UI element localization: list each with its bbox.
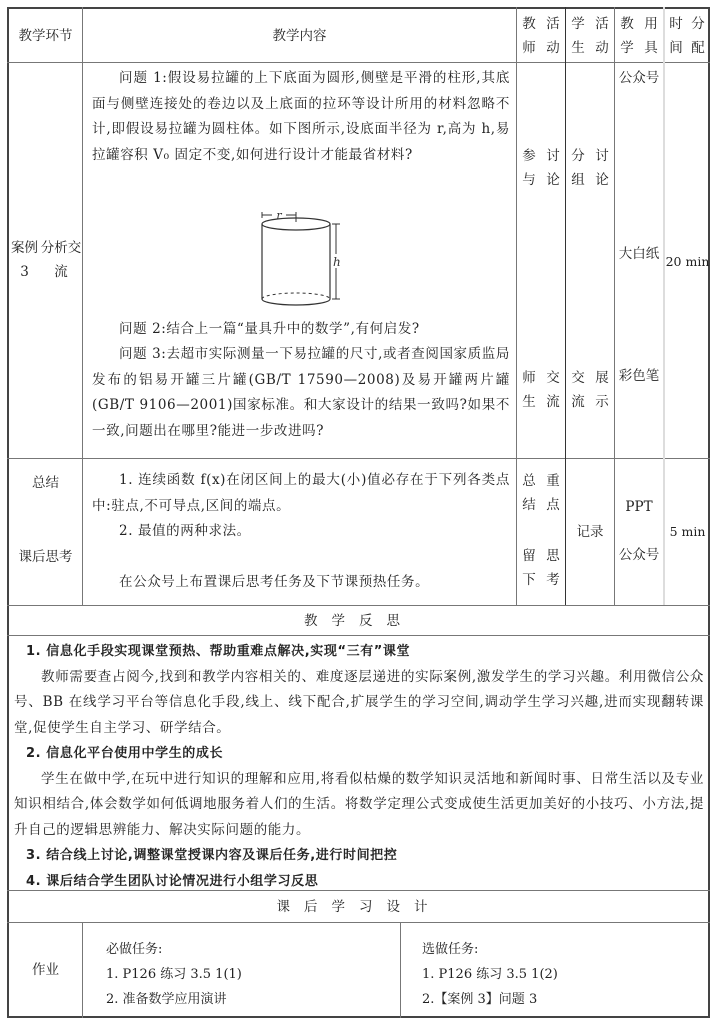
cylinder-bottom-hidden — [262, 293, 330, 299]
cell-text: 分组 — [571, 148, 585, 188]
case-stage — [9, 232, 82, 288]
question-2: 问题 2:结合上一篇“量具升中的数学”,有何启发? — [119, 321, 420, 337]
header-text: 教学 — [620, 15, 634, 56]
case-stage-line: 分析交流 — [40, 240, 82, 280]
summary-student-activity: 记录 — [576, 524, 604, 540]
cell-text: 总结 — [522, 473, 536, 513]
case-stage-line: 案例 3 — [11, 240, 38, 280]
header-text: 用具 — [644, 15, 658, 56]
optional-tasks — [422, 937, 702, 1012]
reflection-heading-4: 4. 课后结合学生团队讨论情况进行小组学习反思 — [26, 873, 319, 889]
header-text: 教师 — [522, 15, 536, 56]
case-tool-3: 彩色笔 — [618, 368, 660, 384]
summary-item-2: 2. 最值的两种求法。 — [119, 523, 251, 539]
summary-item-3: 在公众号上布置课后思考任务及下节课预热任务。 — [119, 574, 430, 590]
question-1: 问题 1:假设易拉罐的上下底面为圆形,侧壁是平滑的柱形,其底面与侧壁连接处的卷边以及上底面的拉环等设计所用的材料忽略不计,即假设易拉罐为圆柱体。如下图所示,设底面半径为 r,高为 h,易拉罐容积 V₀ 固定不变,如何进行设计才能最省材料? — [92, 70, 510, 163]
row-divider — [7, 458, 710, 459]
case-teacher-activity-1 — [517, 140, 565, 196]
case-time: 20 min — [665, 254, 710, 269]
cell-text: 参与 — [522, 148, 536, 188]
header-tools — [615, 9, 663, 62]
cylinder-bottom — [262, 299, 330, 305]
row-divider — [7, 62, 710, 63]
height-label: h — [333, 255, 341, 269]
cell-text: 讨论 — [595, 148, 609, 188]
col-divider — [82, 922, 83, 1018]
case-tool-2: 大白纸 — [618, 246, 660, 262]
summary-teacher-activity-1 — [517, 468, 565, 518]
required-tasks — [106, 937, 396, 1012]
cell-text: 重点 — [546, 473, 560, 513]
required-task-item: 2. 准备数学应用演讲 — [106, 992, 227, 1007]
cell-text: 交流 — [546, 370, 560, 410]
cylinder-figure — [252, 208, 342, 308]
header-content: 教学内容 — [272, 27, 327, 44]
header-text: 时间 — [669, 15, 683, 56]
col-divider — [82, 7, 83, 605]
header-teacher-activity — [517, 9, 565, 62]
header-stage: 教学环节 — [18, 27, 73, 44]
case-student-activity-2 — [566, 362, 614, 418]
row-divider — [7, 635, 710, 636]
case-teacher-activity-2 — [517, 362, 565, 418]
reflection-body — [14, 639, 704, 894]
header-text: 分配 — [691, 15, 705, 56]
col-divider — [565, 7, 566, 605]
reflection-paragraph-1: 教师需要查占阅今,找到和教学内容相关的、难度逐层递进的实际案例,激发学生的学习兴趣。利用微信公众号、BB 在线学习平台等信息化手段,线上、线下配合,扩展学生的学习空间,调动学生学习兴趣,进而实现翻转课堂,促使学生自主学习、研学结合。 — [14, 668, 704, 736]
required-tasks-title: 必做任务: — [106, 942, 163, 957]
cell-text: 交流 — [571, 370, 585, 410]
col-divider — [663, 7, 665, 605]
header-text: 活动 — [546, 15, 560, 56]
reflection-title: 教学反思 — [304, 612, 414, 629]
summary-item-1 — [92, 468, 510, 519]
cell-text: 讨论 — [546, 148, 560, 188]
optional-task-item: 1. P126 练习 3.5 1(2) — [422, 967, 558, 982]
reflection-heading-2: 2. 信息化平台使用中学生的成长 — [26, 746, 224, 761]
summary-tool-2: 公众号 — [618, 547, 660, 563]
col-divider — [400, 922, 401, 1018]
header-text: 活动 — [595, 15, 609, 56]
reflection-heading-3: 3. 结合线上讨论,调整课堂授课内容及课后任务,进行时间把控 — [26, 848, 398, 863]
optional-task-item: 2.【案例 3】问题 3 — [422, 992, 538, 1007]
homework-label: 作业 — [32, 962, 59, 978]
reflection-paragraph-2: 学生在做中学,在玩中进行知识的理解和应用,将看似枯燥的数学知识灵活地和新闻时事、日常生活以及专业知识相结合,体会数学如何低调地服务着人们的生活。将数学定理公式变成使生活更加美好的小技巧、小方法,提升自己的逻辑思辨能力、解决实际问题的能力。 — [14, 770, 704, 838]
summary-item-1-text: 1. 连续函数 f(x)在闭区间上的最大(小)值必存在于下列各类点中:驻点,不可导点,区间的端点。 — [92, 472, 510, 514]
radius-label: r — [276, 209, 282, 222]
summary-tool-1: PPT — [625, 499, 653, 515]
after-class-thinking-stage: 课后思考 — [18, 549, 73, 565]
after-class-title: 课后学习设计 — [276, 898, 442, 915]
summary-time: 5 min — [669, 524, 706, 539]
summary-teacher-activity-2 — [517, 543, 565, 593]
row-divider — [7, 922, 710, 923]
cell-text: 展示 — [595, 370, 609, 410]
header-student-activity — [566, 9, 614, 62]
question-3: 问题 3:去超市实际测量一下易拉罐的尺寸,或者查阅国家质监局发布的铝易开罐三片罐(GB/T 17590—2008)及易开罐两片罐(GB/T 9106—2001)国家标准。和大家设计的结果一致吗?如果不一致,问题出在哪里?能进一步改进吗? — [92, 346, 510, 439]
reflection-heading-1: 1. 信息化手段实现课堂预热、帮助重难点解决,实现“三有”课堂 — [26, 644, 411, 659]
cell-text: 留下 — [522, 548, 536, 588]
required-task-item: 1. P126 练习 3.5 1(1) — [106, 967, 242, 982]
header-time — [665, 9, 709, 62]
case-student-activity-1 — [566, 140, 614, 196]
cell-text: 师生 — [522, 370, 536, 410]
summary-stage: 总结 — [32, 475, 59, 491]
cell-text: 思考 — [546, 548, 560, 588]
case-tool-1: 公众号 — [618, 70, 660, 86]
header-text: 学生 — [571, 15, 585, 56]
optional-tasks-title: 选做任务: — [422, 942, 479, 957]
